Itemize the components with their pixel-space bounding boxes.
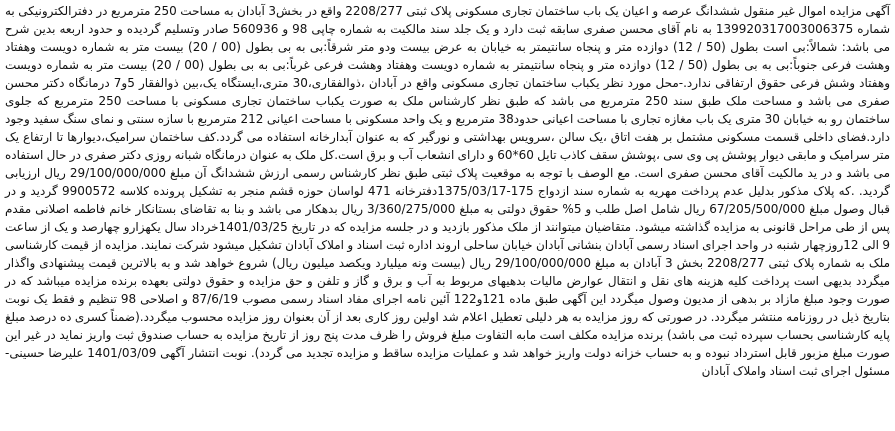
auction-notice-text: آگهی مزایده اموال غیر منقول ششدانگ عرصه و اعیان یک باب ساختمان تجاری مسکونی پلاک ثبتی 2208/277 واقع در بخش3 آبادان به مساحت 250 مترمربع در دفترالکترونیکی به شماره 139920317003006375 به نام آقای محسن صفری سابقه ثبت دارد و یک جلد سند مالکیت به شماره چاپی 98 و 560936 صادر وتسلیم گردیده و حدود اربعه بدین شرح می باشد: شمالاً:بی است بطول (50 / 12) دوازده متر و پنجاه سانتیمتر به خیابان به عرض بیست ودو متر شرقاً:بی به بی بطول (00 / 20) بیست متر به شماره دویست وهفتاد وهشت فرعی جنوباً:بی به بی بطول (50 / 12) دوازده متر و پنجاه سانتیمتر به شماره دویست وهفتاد وهشت فرعی غرباً:بی به بی بطول (00 / 20) بیست متر به شماره دویست وهفتاد وشش فرعی حقوق ارتفاقی ندارد.-محل مورد نظر یکباب ساختمان تجاری مسکونی واقع در آبادان ،ذوالفقاری،30 متری،ایستگاه یک،بین ذوالفقار 5و7 درمانگاه دکتر محسن صفری می باشد و مساحت ملک طبق سند 250 مترمربع می باشد که طبق نظر کارشناس ملک به صورت یکباب ساختمان تجاری مسکونی با مساحت 250 مترمربع که جلوی ساختمان رو به خیابان 30 متری یک باب مغازه تجاری با مساحت اعیانی حدود38 مترمربع و یک واحد مسکونی با مساحت اعیانی 212 مترمربع با سازه سنتی و نمای سنگ سفید وجود دارد.فضای داخلی قسمت مسکونی مشتمل بر هفت اتاق ،یک سالن ،سرویس بهداشتی و نورگیر که به عنوان آبدارخانه استفاده می گردد.کف ساختمان سرامیک،دیوارها تا ارتفاع یک متر سرامیک و مابقی دیوار پوشش پی وی سی ،پوشش سقف کاذب تایل 60*60 و دارای انشعاب آب و برق است.کل ملک به عنوان درمانگاه شبانه روزی دکتر صفری در حال استفاده می باشد و در ید مالکیت آقای محسن صفری است. مع الوصف با توجه به موقعیت پلاک ثبتی طبق نظر کارشناس رسمی ارزش ششدانگ آن مبلغ 29/100/000/000 ریال ارزیابی گردید. .که پلاک مذکور بدلیل عدم پرداخت مهریه به شماره سند ازدواج 175-1375/03/17دفترخانه 471 لواسان حوزه قشم منجر به تشکیل پرونده کلاسه 9900572 گردید و در قبال وصول مبلغ 67/205/500/000 ریال شامل اصل طلب و 5% حقوق دولتی به مبلغ 3/360/275/000 ریال بدهکار می باشد و بنا به تقاضای بستانکار خانم فاطمه اصلانی مقدم پس از طی مراحل قانونی به مزایده گذاشته میشود. متقاضیان میتوانند از ملک مذکور بازدید و در جلسه مزایده که در تاریخ 1401/03/25خرداد سال یکهزارو چهارصد و یک از ساعت 9 الی 12روزچهار شنبه در واحد اجرای اسناد رسمی آبادان بنشانی آبادان خیابان ساحلی اروند اداره ثبت اسناد و املاک آبادان تشکیل میشود شرکت نمایند. مزایده از قیمت کارشناسی ملک به شماره پلاک ثبتی 2208/277 بخش 3 آبادان به مبلغ 29/100/000/000 ریال (بیست ونه میلیارد ویکصد میلیون ریال) شروع خواهد شد و به بالاترین قیمت پیشنهادی واگذار میگردد بدیهی است پرداخت کلیه هزینه های نقل و انتقال عوارض مالیات بدهیهای مربوط به آب و برق و گاز و تلفن و حق مزایده و حقوق دولتی بعهده برنده مزایده میباشد که در صورت وجود مبلغ مازاد بر بدهی از مدیون وصول میگردد این آگهی طبق ماده 121و122 آئین نامه اجرای مفاد اسناد رسمی مصوب 87/6/19 و اصلاحی 98 تنظیم و فقط یک نوبت بتاریخ ذیل در روزنامه منتشر میگردد. در صورتی که روز مزایده به هر دلیلی تعطیل اعلام شد اولین روز کاری بعد از آن بعنوان روز مزایده محسوب میگردد.(ضمناً کسری ده درصد مبلغ پایه کارشناسی بحساب سپرده ثبت می باشد) برنده مزایده مکلف است مابه التفاوت مبلغ فروش را ظرف مدت پنج روز از تاریخ مزایده به حساب صندوق ثبت واریز نماید در غیر این صورت مبلغ مزبور قابل استرداد نبوده و به حساب خزانه دولت واریز خواهد شد و عملیات مزایده ساقط و مزایده تجدید می گردد). نوبت انتشار آگهی 1401/03/09 علیرضا حسینی-مسئول اجرای ثبت اسناد واملاک آبادان [5,4,891,378]
